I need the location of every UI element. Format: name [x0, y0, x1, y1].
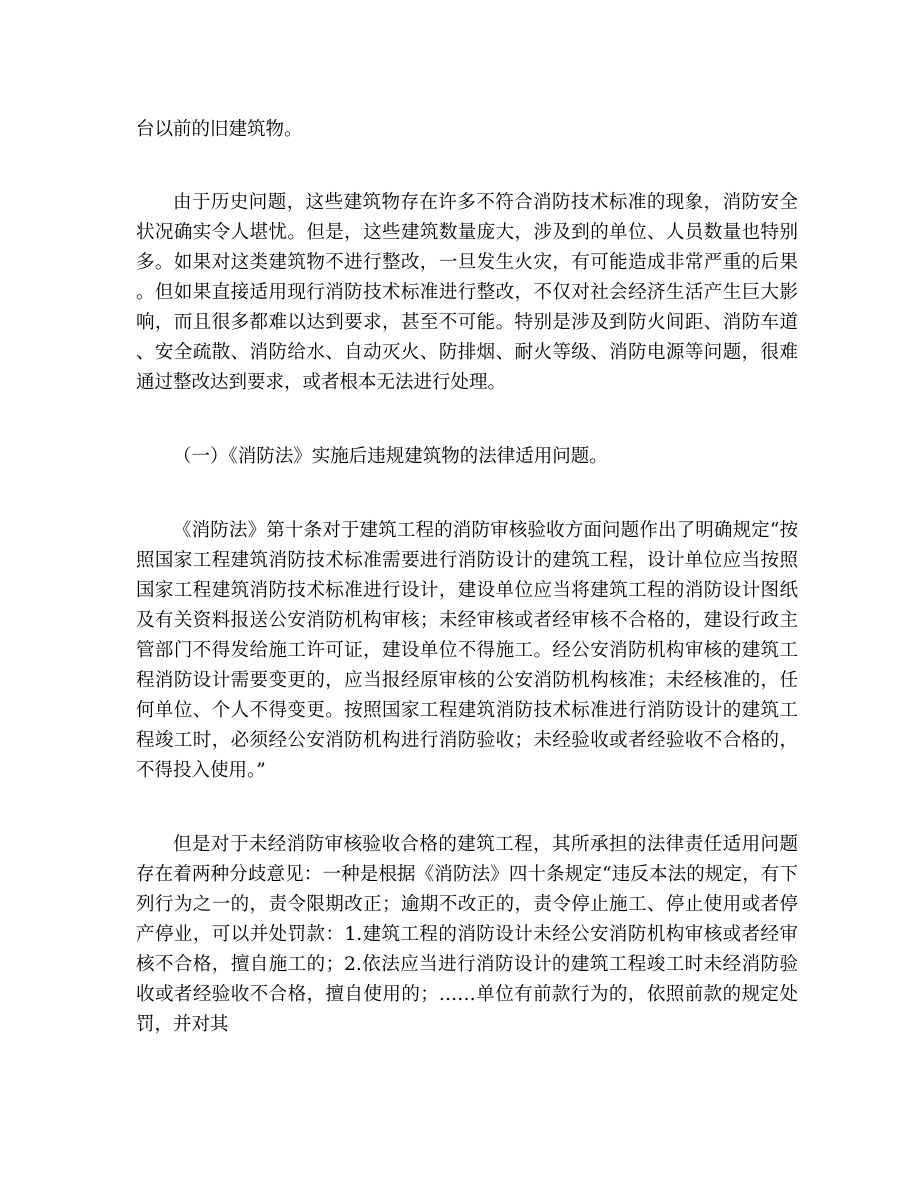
paragraph-article-ten: 《消防法》第十条对于建筑工程的消防审核验收方面问题作出了明确规定“按照国家工程建筑消防技术标准需要进行消防设计的建筑工程，设计单位应当按照国家工程建筑消防技术标准进行设计，建设单位应当将建筑工程的消防设计图纸及有关资料报送公安消防机构审核；未经审核或者经审核不合格的，建设行政主管部门不得发给施工许可证，建设单位不得施工。经公安消防机构审核的建筑工程消防设计需要变更的，应当报经原审核的公安消防机构核准；未经核准的，任何单位、个人不得变更。按照国家工程建筑消防技术标准进行消防设计的建筑工程竣工时，必须经公安消防机构进行消防验收；未经验收或者经验收不合格的，不得投入使用。”	[136, 520, 798, 781]
section-heading: （一）《消防法》实施后违规建筑物的法律适用问题。	[173, 446, 608, 467]
paragraph-history-issue: 由于历史问题，这些建筑物存在许多不符合消防技术标准的现象，消防安全状况确实令人堪忧。但是，这些建筑数量庞大，涉及到的单位、人员数量也特别多。如果对这类建筑物不进行整改，一旦发生火灾，有可能造成非常严重的后果。但如果直接适用现行消防技术标准进行整改，不仅对社会经济生活产生巨大影响，而且很多都难以达到要求，甚至不可能。特别是涉及到防火间距、消防车道、安全疏散、消防给水、自动灭火、防排烟、耐火等级、消防电源等问题，很难通过整改达到要求，或者根本无法进行处理。	[136, 192, 798, 393]
paragraph-liability-dispute: 但是对于未经消防审核验收合格的建筑工程，其所承担的法律责任适用问题存在着两种分歧意见：一种是根据《消防法》四十条规定“违反本法的规定，有下列行为之一的，责令限期改正；逾期不改正的，责令停止施工、停止使用或者停产停业，可以并处罚款：1.建筑工程的消防设计未经公安消防机构审核或者经审核不合格，擅自施工的；2.依法应当进行消防设计的建筑工程竣工时未经消防验收或者经验收不合格，擅自使用的；……单位有前款行为的，依照前款的规定处罚，并对其	[136, 834, 798, 1035]
paragraph-continuation: 台以前的旧建筑物。	[136, 119, 303, 140]
document-page	[136, 115, 798, 1084]
